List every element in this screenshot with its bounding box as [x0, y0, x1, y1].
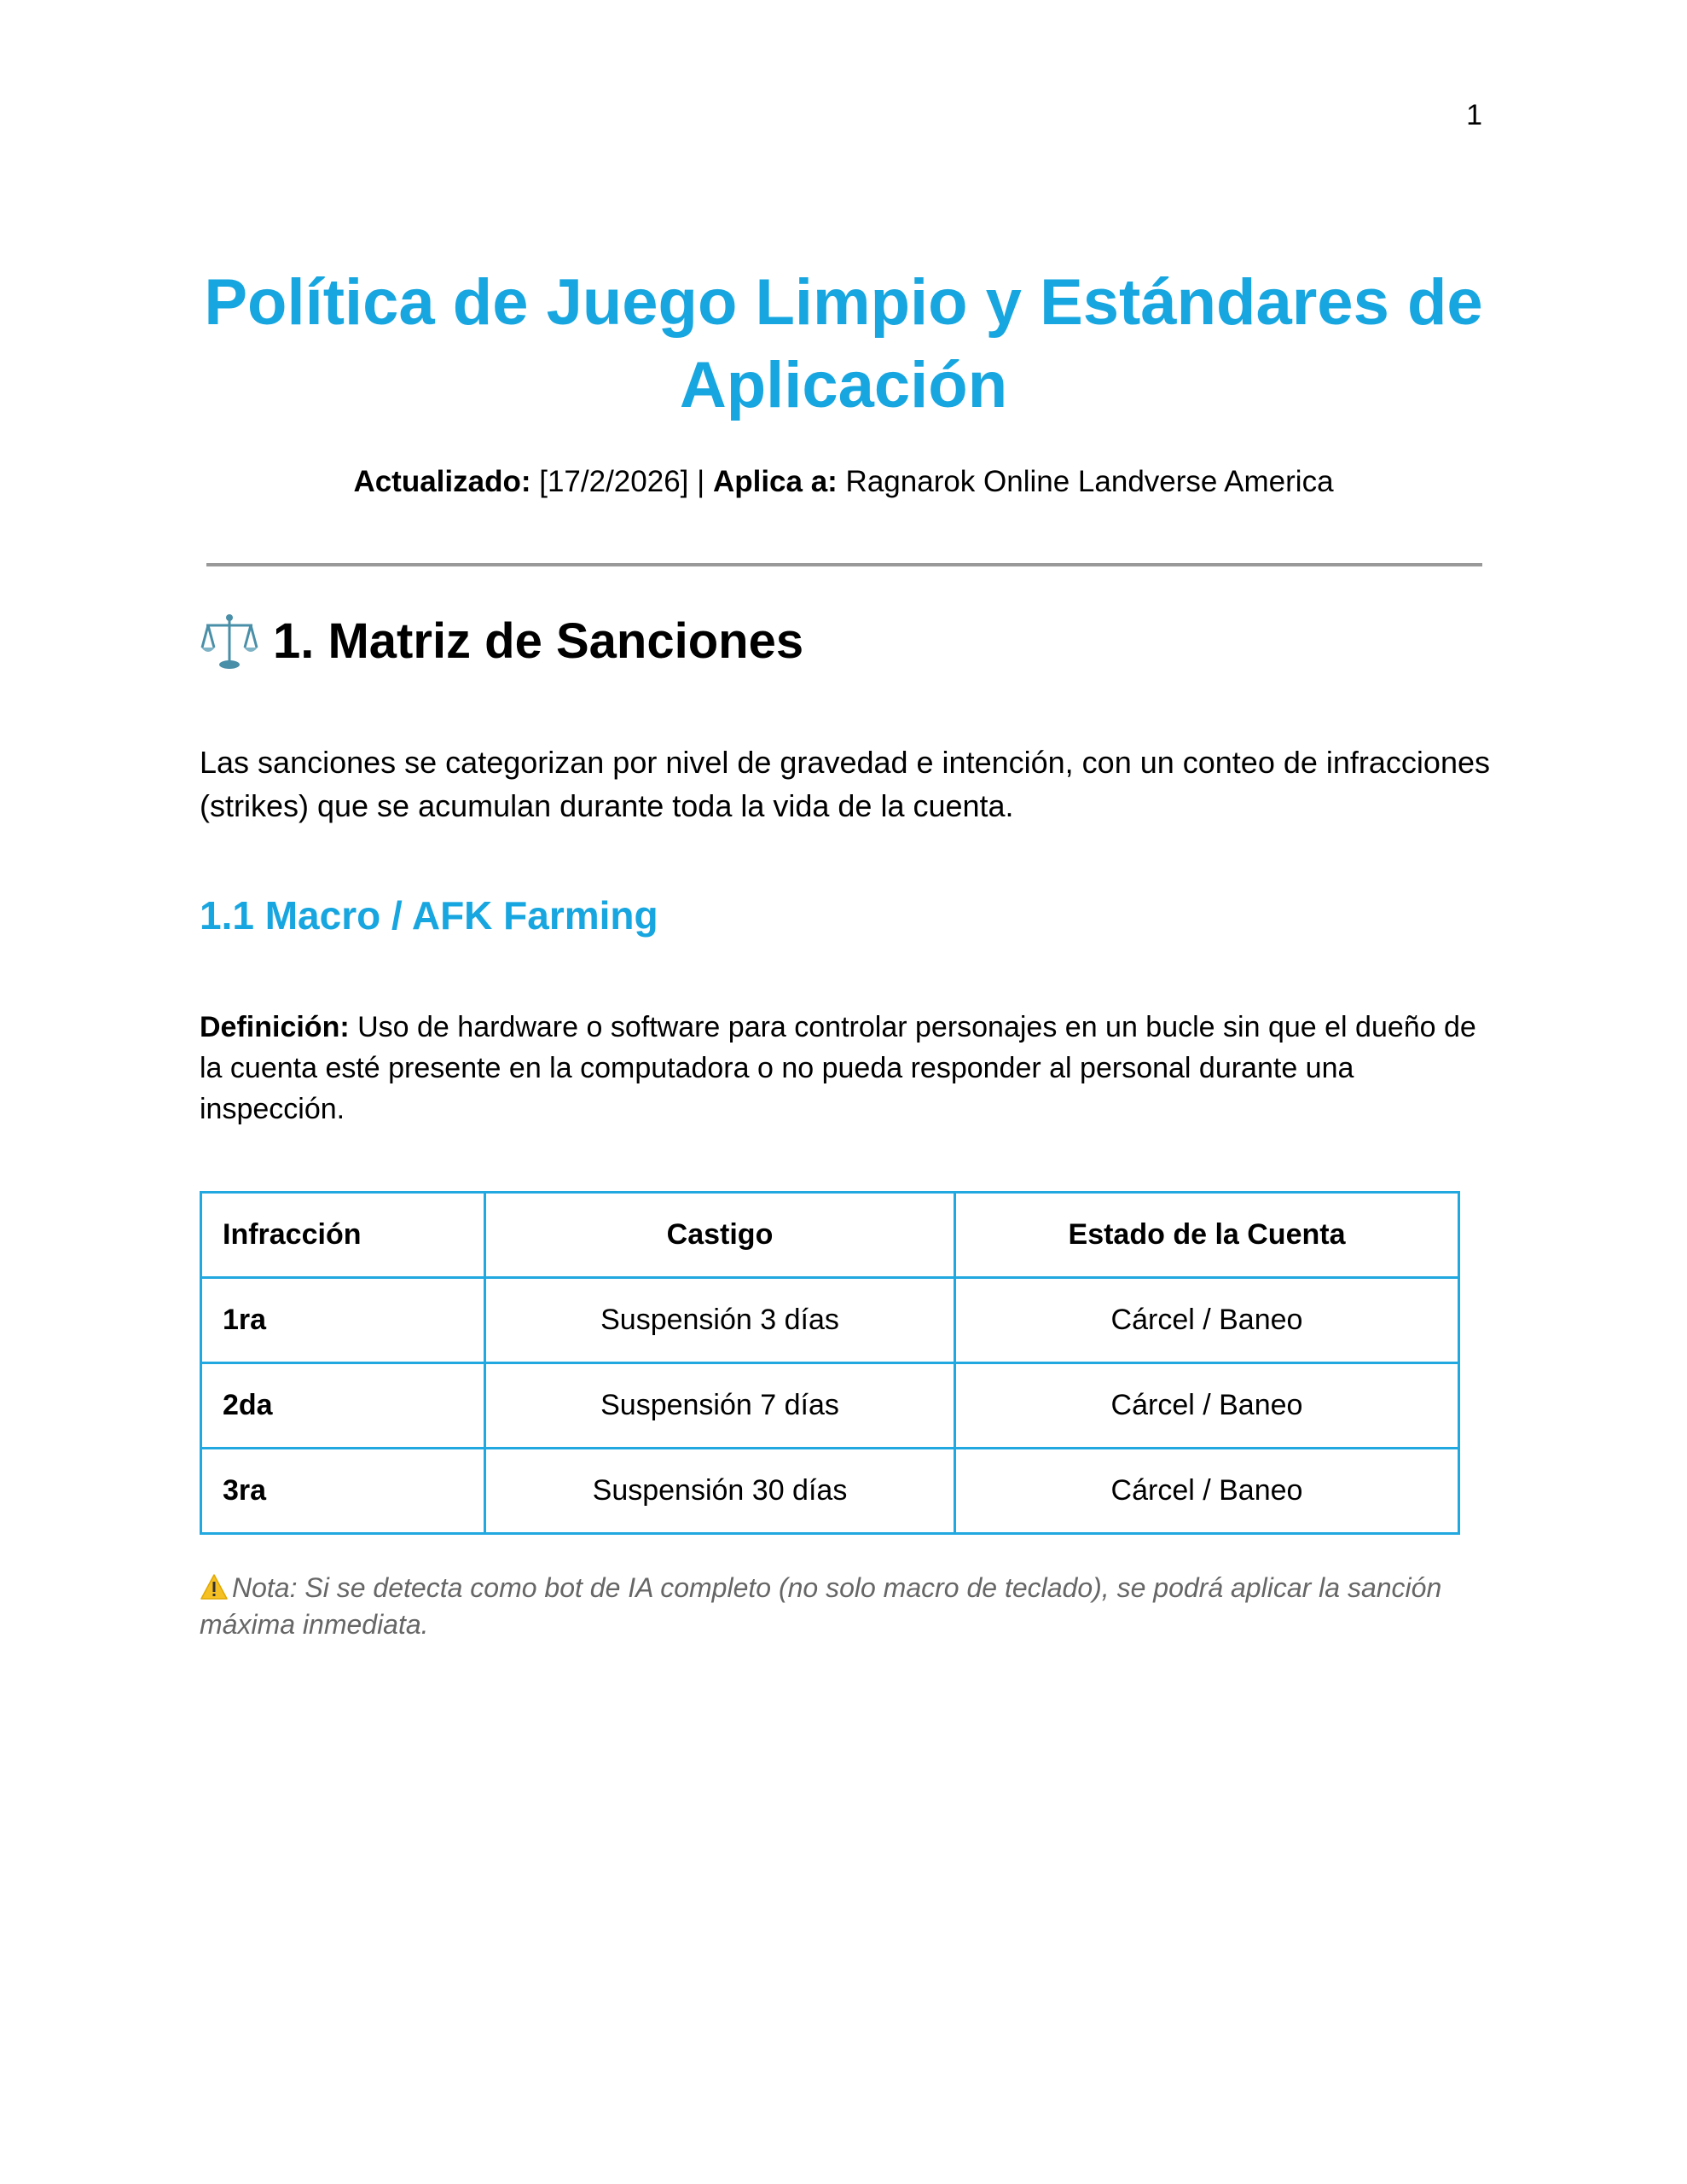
definition-paragraph	[200, 1007, 1496, 1130]
applies-label: Aplica a:	[712, 465, 838, 498]
header-infraccion: Infracción	[201, 1193, 485, 1278]
cell-castigo: Suspensión 3 días	[485, 1278, 955, 1363]
table-row	[201, 1363, 1459, 1449]
section-heading	[200, 613, 803, 670]
section-intro: Las sanciones se categorizan por nivel de gravedad e intención, con un conteo de infracciones (strikes) que se acumulan durante toda la vida de la cuenta.	[200, 745, 1490, 823]
header-castigo: Castigo	[485, 1193, 955, 1278]
updated-label: Actualizado:	[353, 465, 531, 498]
section-heading-text: 1. Matriz de Sanciones	[273, 613, 804, 669]
cell-infraccion: 1ra	[201, 1278, 485, 1363]
document-meta	[171, 465, 1516, 499]
cell-infraccion: 3ra	[201, 1449, 485, 1534]
cell-infraccion: 2da	[201, 1363, 485, 1449]
cell-estado: Cárcel / Baneo	[955, 1278, 1459, 1363]
definition-label: Definición:	[200, 1011, 350, 1043]
cell-castigo: Suspensión 7 días	[485, 1363, 955, 1449]
balance-scale-icon	[200, 613, 259, 670]
applies-value: Ragnarok Online Landverse America	[837, 465, 1334, 498]
note	[200, 1570, 1496, 1643]
table-header-row	[201, 1193, 1459, 1278]
cell-estado: Cárcel / Baneo	[955, 1363, 1459, 1449]
sanctions-table	[200, 1191, 1460, 1535]
horizontal-rule	[206, 563, 1482, 566]
table-row	[201, 1278, 1459, 1363]
cell-estado: Cárcel / Baneo	[955, 1449, 1459, 1534]
page-number: 1	[1466, 99, 1482, 131]
subsection-heading: 1.1 Macro / AFK Farming	[200, 893, 658, 938]
definition-text: Uso de hardware o software para controlar personajes en un bucle sin que el dueño de la cuenta esté presente en la computadora o no pueda responder al personal durante una inspección.	[200, 1011, 1476, 1125]
note-text: Nota: Si se detecta como bot de IA completo (no solo macro de teclado), se podrá aplicar la sanción máxima inmediata.	[200, 1572, 1442, 1640]
header-estado: Estado de la Cuenta	[955, 1193, 1459, 1278]
table-row	[201, 1449, 1459, 1534]
warning-icon	[200, 1573, 229, 1600]
document-title: Política de Juego Limpio y Estándares de Aplicación	[204, 266, 1483, 421]
cell-castigo: Suspensión 30 días	[485, 1449, 955, 1534]
updated-value: [17/2/2026] |	[530, 465, 713, 498]
